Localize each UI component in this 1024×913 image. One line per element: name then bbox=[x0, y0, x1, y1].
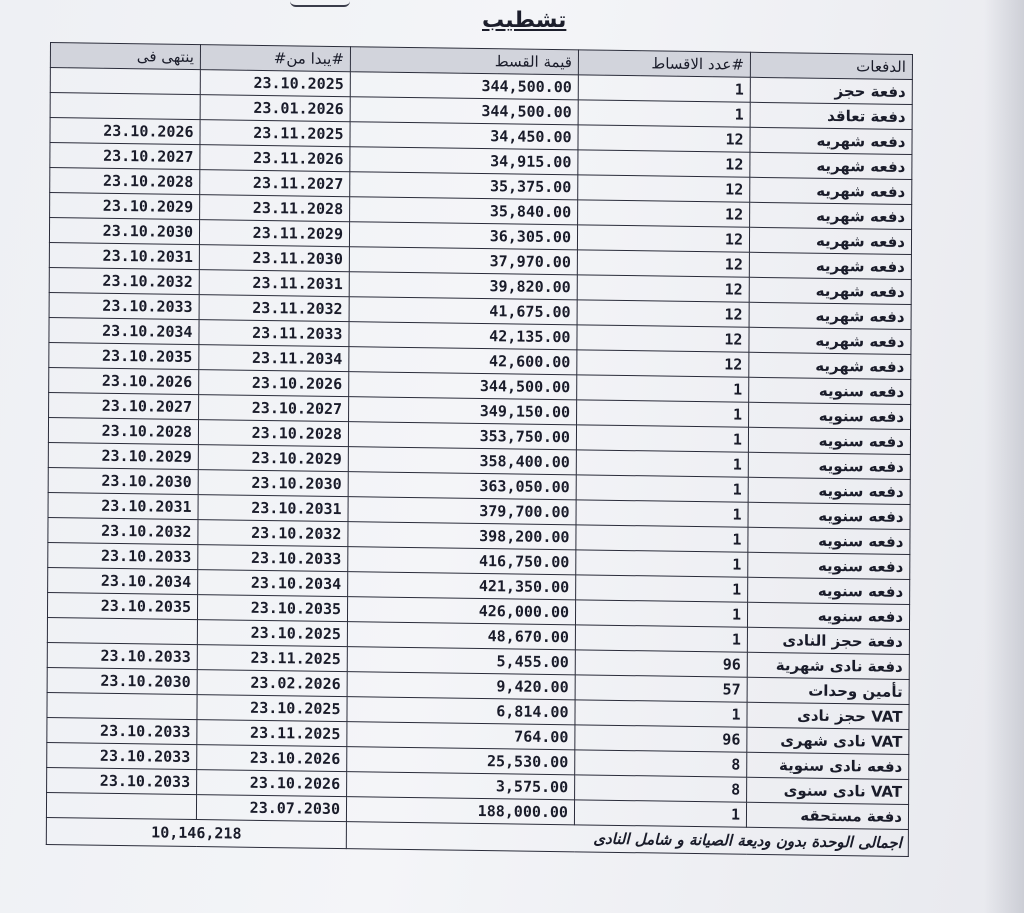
end-date-cell: 23.10.2030 bbox=[49, 217, 199, 244]
payment-type-cell: دفعه سنويه bbox=[748, 577, 910, 604]
top-handwriting-mark bbox=[290, 0, 350, 7]
amount-cell: 764.00 bbox=[347, 722, 575, 750]
amount-cell: 42,135.00 bbox=[349, 322, 577, 350]
start-date-cell: 23.10.2027 bbox=[199, 395, 349, 422]
amount-cell: 421,350.00 bbox=[348, 572, 576, 600]
end-date-cell: 23.10.2033 bbox=[47, 742, 197, 769]
count-cell: 1 bbox=[576, 500, 748, 527]
start-date-cell: 23.11.2029 bbox=[199, 220, 349, 247]
header-payment-type: الدفعات bbox=[750, 52, 912, 79]
end-date-cell: 23.10.2033 bbox=[47, 767, 197, 794]
total-value: 10,146,218 bbox=[46, 817, 346, 848]
start-date-cell: 23.10.2025 bbox=[197, 695, 347, 722]
start-date-cell: 23.11.2030 bbox=[199, 245, 349, 272]
total-label: اجمالى الوحدة بدون وديعة الصيانة و شامل النادى bbox=[346, 822, 908, 857]
count-cell: 1 bbox=[576, 425, 748, 452]
end-date-cell: 23.10.2032 bbox=[49, 267, 199, 294]
end-date-cell: 23.10.2032 bbox=[48, 517, 198, 544]
amount-cell: 398,200.00 bbox=[348, 522, 576, 550]
end-date-cell: 23.10.2028 bbox=[48, 417, 198, 444]
payment-type-cell: دفعه سنويه bbox=[747, 602, 909, 629]
start-date-cell: 23.10.2029 bbox=[198, 445, 348, 472]
start-date-cell: 23.11.2028 bbox=[200, 195, 350, 222]
amount-cell: 36,305.00 bbox=[349, 222, 577, 250]
amount-cell: 344,500.00 bbox=[350, 97, 578, 125]
start-date-cell: 23.10.2034 bbox=[198, 570, 348, 597]
end-date-cell bbox=[47, 692, 197, 719]
payment-type-cell: دفعه شهريه bbox=[750, 127, 912, 154]
count-cell: 96 bbox=[575, 725, 747, 752]
page-shadow bbox=[984, 0, 1024, 913]
header-start-date: #يبدا من# bbox=[200, 45, 350, 72]
amount-cell: 5,455.00 bbox=[347, 647, 575, 675]
end-date-cell: 23.10.2029 bbox=[48, 442, 198, 469]
count-cell: 1 bbox=[576, 525, 748, 552]
end-date-cell: 23.10.2033 bbox=[48, 542, 198, 569]
payment-type-cell: دفعه شهريه bbox=[750, 202, 912, 229]
count-cell: 96 bbox=[575, 650, 747, 677]
header-end-date: ينتهى فى bbox=[50, 43, 200, 70]
end-date-cell: 23.10.2026 bbox=[50, 118, 200, 145]
end-date-cell bbox=[50, 93, 200, 120]
count-cell: 1 bbox=[578, 100, 750, 127]
amount-cell: 34,450.00 bbox=[350, 122, 578, 150]
count-cell: 12 bbox=[578, 125, 750, 152]
end-date-cell: 23.10.2027 bbox=[50, 143, 200, 170]
payment-type-cell: دفعة تعاقد bbox=[750, 102, 912, 129]
start-date-cell: 23.11.2026 bbox=[200, 145, 350, 172]
end-date-cell: 23.10.2029 bbox=[50, 192, 200, 219]
payment-type-cell: دفعه سنويه bbox=[749, 377, 911, 404]
payment-type-cell: VAT نادى سنوى bbox=[747, 777, 909, 804]
header-installment-count: #عدد الاقساط bbox=[578, 50, 750, 77]
start-date-cell: 23.02.2026 bbox=[197, 670, 347, 697]
start-date-cell: 23.07.2030 bbox=[196, 795, 346, 822]
payment-type-cell: دفعة حجز bbox=[750, 77, 912, 104]
end-date-cell: 23.10.2033 bbox=[49, 292, 199, 319]
amount-cell: 363,050.00 bbox=[348, 472, 576, 500]
payment-type-cell: دفعه سنويه bbox=[748, 452, 910, 479]
count-cell: 1 bbox=[577, 375, 749, 402]
amount-cell: 3,575.00 bbox=[347, 772, 575, 800]
end-date-cell bbox=[47, 617, 197, 644]
count-cell: 12 bbox=[578, 150, 750, 177]
start-date-cell: 23.11.2025 bbox=[200, 120, 350, 147]
payment-type-cell: دفعة نادى شهرية bbox=[747, 652, 909, 679]
start-date-cell: 23.11.2034 bbox=[199, 345, 349, 372]
payment-type-cell: دفعه شهريه bbox=[749, 302, 911, 329]
amount-cell: 9,420.00 bbox=[347, 672, 575, 700]
end-date-cell: 23.10.2031 bbox=[49, 242, 199, 269]
amount-cell: 426,000.00 bbox=[347, 597, 575, 625]
start-date-cell: 23.11.2033 bbox=[199, 320, 349, 347]
payment-type-cell: دفعه سنويه bbox=[749, 402, 911, 429]
end-date-cell: 23.10.2026 bbox=[49, 367, 199, 394]
payment-type-cell: دفعه سنويه bbox=[748, 427, 910, 454]
table-body bbox=[46, 68, 912, 830]
start-date-cell: 23.01.2026 bbox=[200, 95, 350, 122]
end-date-cell: 23.10.2034 bbox=[49, 317, 199, 344]
amount-cell: 35,375.00 bbox=[350, 172, 578, 200]
amount-cell: 35,840.00 bbox=[350, 197, 578, 225]
start-date-cell: 23.10.2031 bbox=[198, 495, 348, 522]
payment-type-cell: VAT نادى شهرى bbox=[747, 727, 909, 754]
amount-cell: 41,675.00 bbox=[349, 297, 577, 325]
count-cell: 57 bbox=[575, 675, 747, 702]
start-date-cell: 23.10.2035 bbox=[197, 595, 347, 622]
amount-cell: 416,750.00 bbox=[348, 547, 576, 575]
count-cell: 12 bbox=[577, 350, 749, 377]
start-date-cell: 23.10.2025 bbox=[200, 70, 350, 97]
start-date-cell: 23.11.2025 bbox=[197, 645, 347, 672]
payment-type-cell: دفعه شهريه bbox=[749, 352, 911, 379]
amount-cell: 188,000.00 bbox=[346, 797, 574, 825]
amount-cell: 37,970.00 bbox=[349, 247, 577, 275]
end-date-cell: 23.10.2031 bbox=[48, 492, 198, 519]
count-cell: 1 bbox=[576, 550, 748, 577]
end-date-cell bbox=[46, 792, 196, 819]
payment-type-cell: دفعه شهريه bbox=[749, 252, 911, 279]
count-cell: 1 bbox=[575, 600, 747, 627]
count-cell: 12 bbox=[577, 300, 749, 327]
end-date-cell: 23.10.2033 bbox=[47, 717, 197, 744]
payment-type-cell: دفعة حجز النادى bbox=[747, 627, 909, 654]
start-date-cell: 23.10.2025 bbox=[197, 620, 347, 647]
payment-type-cell: دفعه سنويه bbox=[748, 552, 910, 579]
amount-cell: 25,530.00 bbox=[347, 747, 575, 775]
amount-cell: 6,814.00 bbox=[347, 697, 575, 725]
count-cell: 12 bbox=[577, 250, 749, 277]
amount-cell: 349,150.00 bbox=[349, 397, 577, 425]
count-cell: 1 bbox=[576, 450, 748, 477]
start-date-cell: 23.11.2032 bbox=[199, 295, 349, 322]
amount-cell: 353,750.00 bbox=[348, 422, 576, 450]
count-cell: 12 bbox=[577, 325, 749, 352]
amount-cell: 379,700.00 bbox=[348, 497, 576, 525]
payment-type-cell: تأمين وحدات bbox=[747, 677, 909, 704]
end-date-cell: 23.10.2033 bbox=[47, 642, 197, 669]
start-date-cell: 23.10.2032 bbox=[198, 520, 348, 547]
payment-type-cell: VAT حجز نادى bbox=[747, 702, 909, 729]
payment-schedule-table bbox=[46, 42, 913, 857]
end-date-cell: 23.10.2035 bbox=[47, 592, 197, 619]
end-date-cell: 23.10.2028 bbox=[50, 167, 200, 194]
count-cell: 8 bbox=[575, 775, 747, 802]
amount-cell: 39,820.00 bbox=[349, 272, 577, 300]
header-installment-amount: قيمة القسط bbox=[350, 47, 578, 75]
count-cell: 12 bbox=[578, 175, 750, 202]
amount-cell: 344,500.00 bbox=[349, 372, 577, 400]
start-date-cell: 23.11.2025 bbox=[197, 720, 347, 747]
start-date-cell: 23.10.2026 bbox=[197, 745, 347, 772]
start-date-cell: 23.10.2026 bbox=[199, 370, 349, 397]
payment-type-cell: دفعه شهريه bbox=[749, 277, 911, 304]
payment-type-cell: دفعه سنويه bbox=[748, 527, 910, 554]
payment-type-cell: دفعه شهريه bbox=[749, 327, 911, 354]
end-date-cell: 23.10.2034 bbox=[48, 567, 198, 594]
payment-type-cell: دفعه سنويه bbox=[748, 502, 910, 529]
end-date-cell: 23.10.2030 bbox=[47, 667, 197, 694]
start-date-cell: 23.10.2028 bbox=[198, 420, 348, 447]
amount-cell: 34,915.00 bbox=[350, 147, 578, 175]
count-cell: 1 bbox=[575, 625, 747, 652]
count-cell: 1 bbox=[576, 475, 748, 502]
count-cell: 12 bbox=[577, 225, 749, 252]
payment-type-cell: دفعة مستحقه bbox=[746, 802, 908, 829]
count-cell: 12 bbox=[577, 275, 749, 302]
amount-cell: 48,670.00 bbox=[347, 622, 575, 650]
start-date-cell: 23.11.2027 bbox=[200, 170, 350, 197]
payment-type-cell: دفعه سنويه bbox=[748, 477, 910, 504]
end-date-cell: 23.10.2027 bbox=[49, 392, 199, 419]
start-date-cell: 23.10.2033 bbox=[198, 545, 348, 572]
count-cell: 1 bbox=[578, 75, 750, 102]
amount-cell: 42,600.00 bbox=[349, 347, 577, 375]
payment-type-cell: دفعه شهريه bbox=[750, 152, 912, 179]
start-date-cell: 23.11.2031 bbox=[199, 270, 349, 297]
start-date-cell: 23.10.2026 bbox=[197, 770, 347, 797]
payment-type-cell: دفعه شهريه bbox=[749, 227, 911, 254]
count-cell: 1 bbox=[575, 700, 747, 727]
end-date-cell bbox=[50, 68, 200, 95]
end-date-cell: 23.10.2030 bbox=[48, 467, 198, 494]
count-cell: 1 bbox=[574, 800, 746, 827]
count-cell: 1 bbox=[577, 400, 749, 427]
amount-cell: 344,500.00 bbox=[350, 72, 578, 100]
count-cell: 1 bbox=[576, 575, 748, 602]
start-date-cell: 23.10.2030 bbox=[198, 470, 348, 497]
end-date-cell: 23.10.2035 bbox=[49, 342, 199, 369]
amount-cell: 358,400.00 bbox=[348, 447, 576, 475]
payment-type-cell: دفعه شهريه bbox=[750, 177, 912, 204]
count-cell: 12 bbox=[578, 200, 750, 227]
payment-type-cell: دفعه نادى سنوية bbox=[747, 752, 909, 779]
count-cell: 8 bbox=[575, 750, 747, 777]
page-title: تشطيب bbox=[482, 8, 567, 33]
